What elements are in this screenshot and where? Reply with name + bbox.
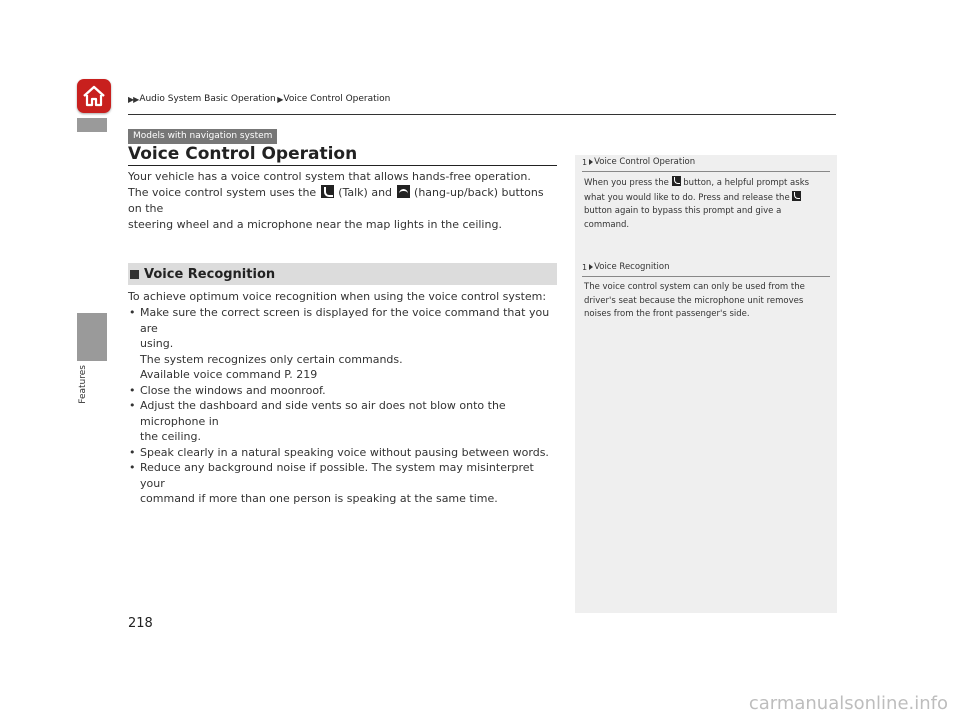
talk-icon bbox=[321, 185, 334, 198]
tips-list bbox=[128, 305, 560, 507]
note-marker-icon bbox=[589, 264, 593, 270]
breadcrumb-arrow-icon: ▶ bbox=[275, 94, 283, 104]
recognition-intro: To achieve optimum voice recognition when using the voice control system: bbox=[128, 290, 547, 303]
breadcrumb bbox=[128, 94, 390, 104]
breadcrumb-link-audio[interactable]: Audio System Basic Operation bbox=[139, 94, 276, 104]
note-voice-control: 1 Voice Control Operation When you press the button, a helpful prompt asks what you would like to do. Press and release the button again to bypass this prompt and give a command. bbox=[582, 157, 830, 232]
title-rule bbox=[128, 165, 557, 166]
features-label: Features bbox=[78, 365, 88, 404]
talk-icon bbox=[792, 191, 801, 201]
note-voice-recognition: 1 Voice Recognition The voice control system can only be used from the driver's seat because the microphone unit removes noises from the front passenger's side. bbox=[582, 262, 830, 322]
square-bullet-icon bbox=[130, 270, 139, 279]
intro-line-1: Your vehicle has a voice control system that allows hands-free operation. bbox=[128, 170, 531, 183]
navigation-tag: Models with navigation system bbox=[128, 129, 277, 144]
note-rule bbox=[582, 276, 830, 277]
home-button[interactable] bbox=[77, 79, 111, 113]
talk-icon bbox=[672, 176, 681, 186]
page-title: Voice Control Operation bbox=[128, 144, 358, 164]
intro-line-2: The voice control system uses the (Talk) and (hang-up/back) buttons on the bbox=[128, 186, 544, 215]
list-item: • Make sure the correct screen is displayed for the voice command that you are using. The system recognizes only certain commands. Available voice command P. 219 bbox=[128, 305, 560, 383]
note-marker-icon bbox=[589, 159, 593, 165]
section-title: Voice Recognition bbox=[144, 266, 276, 282]
features-tab[interactable] bbox=[77, 313, 107, 361]
list-item: • Adjust the dashboard and side vents so air does not blow onto the microphone in the ceiling. bbox=[128, 398, 560, 445]
list-item: • Speak clearly in a natural speaking voice without pausing between words. bbox=[128, 445, 560, 461]
note-title: Voice Control Operation bbox=[594, 157, 696, 167]
intro-paragraph bbox=[128, 169, 560, 233]
hang-up-icon bbox=[397, 185, 410, 198]
breadcrumb-arrow-icon: ▶▶ bbox=[128, 94, 139, 104]
section-header-voice-recognition bbox=[128, 263, 557, 285]
side-tab-marker bbox=[77, 118, 107, 132]
list-item: • Close the windows and moonroof. bbox=[128, 383, 560, 399]
watermark: carmanualsonline.info bbox=[748, 693, 948, 714]
header-rule bbox=[128, 114, 836, 115]
available-commands-link[interactable]: Available voice command P. 219 bbox=[140, 368, 318, 381]
intro-line-3: steering wheel and a microphone near the map lights in the ceiling. bbox=[128, 218, 502, 231]
list-item: • Reduce any background noise if possible. The system may misinterpret your command if more than one person is speaking at the same time. bbox=[128, 460, 560, 507]
page-number: 218 bbox=[128, 616, 153, 631]
breadcrumb-current: Voice Control Operation bbox=[283, 94, 391, 104]
note-title: Voice Recognition bbox=[594, 262, 670, 272]
home-icon bbox=[82, 85, 106, 107]
note-rule bbox=[582, 171, 830, 172]
